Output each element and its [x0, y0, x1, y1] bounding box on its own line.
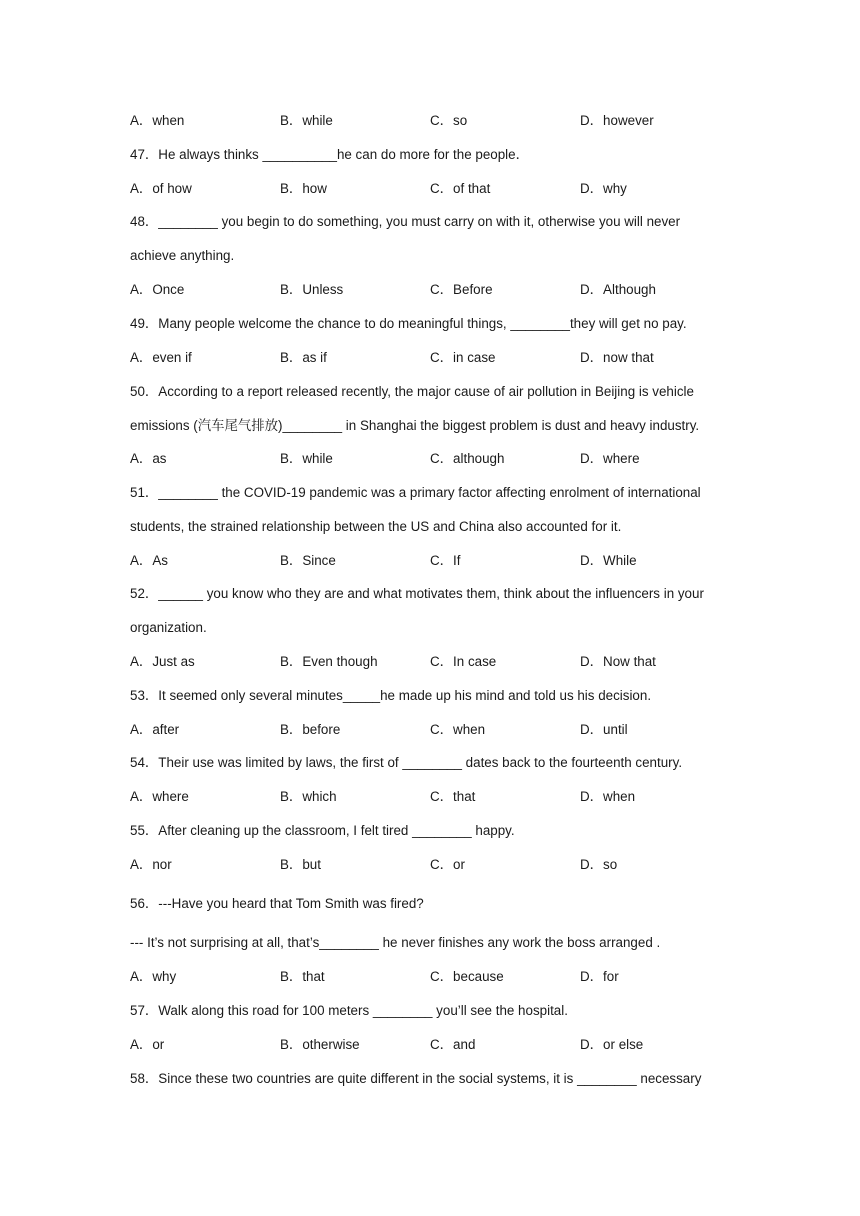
option-a: A．nor: [130, 857, 172, 872]
option-d: D．however: [580, 113, 654, 128]
option-d: D．now that: [580, 350, 654, 365]
option-b: B．that: [280, 969, 325, 984]
option-b: B．but: [280, 857, 321, 872]
question-53: [130, 686, 740, 706]
question-text-continued: achieve anything.: [130, 248, 235, 263]
option-a: A．As: [130, 553, 168, 568]
option-b: B．Since: [280, 553, 336, 568]
question-56: [130, 894, 740, 953]
option-d: D．why: [580, 181, 627, 196]
options-row: [130, 652, 740, 672]
options-row: [130, 280, 740, 300]
options-row: [130, 787, 740, 807]
option-b: B．which: [280, 789, 337, 804]
option-a: A．as: [130, 451, 167, 466]
option-c: C．so: [430, 113, 468, 128]
option-a: A．when: [130, 113, 185, 128]
question-text: 58．Since these two countries are quite different in the social systems, it is ________ necessary: [130, 1071, 702, 1086]
option-d: D．Although: [580, 282, 656, 297]
option-d: D．While: [580, 553, 637, 568]
option-b: B．Unless: [280, 282, 344, 297]
option-d: D．until: [580, 722, 628, 737]
option-c: C．when: [430, 722, 486, 737]
option-b: B．how: [280, 181, 327, 196]
option-c: C．In case: [430, 654, 497, 669]
question-text: 47．He always thinks __________he can do more for the people．: [130, 147, 529, 162]
option-c: C．that: [430, 789, 476, 804]
question-text-continued: students, the strained relationship between the US and China also accounted for it.: [130, 519, 622, 534]
question-text-continued: emissions (汽车尾气排放)________ in Shanghai the biggest problem is dust and heavy industry.: [130, 418, 700, 433]
option-c: C．because: [430, 969, 504, 984]
options-row: [130, 111, 740, 131]
question-text: 54．Their use was limited by laws, the first of ________ dates back to the fourteenth century.: [130, 755, 683, 770]
option-b: B．while: [280, 113, 333, 128]
options-row: [130, 551, 740, 571]
option-c: C．of that: [430, 181, 491, 196]
option-a: A．of how: [130, 181, 192, 196]
option-a: A．after: [130, 722, 180, 737]
question-text: 53．It seemed only several minutes_____he made up his mind and told us his decision.: [130, 688, 652, 703]
question-text: 51．________ the COVID-19 pandemic was a primary factor affecting enrolment of international: [130, 485, 701, 500]
question-52: [130, 584, 740, 638]
option-d: D．or else: [580, 1037, 644, 1052]
question-55: [130, 821, 740, 841]
question-text-continued: --- It’s not surprising at all, that’s________ he never finishes any work the boss arranged .: [130, 935, 661, 950]
option-a: A．where: [130, 789, 189, 804]
question-50: [130, 382, 740, 436]
question-text-continued: organization.: [130, 620, 207, 635]
option-a: A．or: [130, 1037, 165, 1052]
question-text: 50．According to a report released recently, the major cause of air pollution in Beijing is vehicle: [130, 384, 694, 399]
question-47: [130, 145, 740, 165]
question-51: [130, 483, 740, 537]
option-b: B．while: [280, 451, 333, 466]
option-c: C．Before: [430, 282, 493, 297]
option-c: C．If: [430, 553, 461, 568]
option-b: B．as if: [280, 350, 327, 365]
options-row: [130, 449, 740, 469]
option-b: B．otherwise: [280, 1037, 360, 1052]
option-d: D．when: [580, 789, 636, 804]
option-a: A．why: [130, 969, 177, 984]
option-c: C．in case: [430, 350, 496, 365]
option-c: C．and: [430, 1037, 476, 1052]
options-row: [130, 348, 740, 368]
question-58: [130, 1069, 740, 1089]
option-a: A．Just as: [130, 654, 195, 669]
option-d: D．Now that: [580, 654, 656, 669]
question-text: 55．After cleaning up the classroom, I felt tired ________ happy.: [130, 823, 515, 838]
options-row: [130, 179, 740, 199]
option-d: D．for: [580, 969, 619, 984]
option-a: A．even if: [130, 350, 192, 365]
question-49: [130, 314, 740, 334]
options-row: [130, 967, 740, 987]
question-57: [130, 1001, 740, 1021]
question-text: 56．---Have you heard that Tom Smith was fired?: [130, 896, 424, 911]
options-row: [130, 1035, 740, 1055]
options-row: [130, 855, 740, 875]
option-d: D．so: [580, 857, 618, 872]
question-text: 48．________ you begin to do something, you must carry on with it, otherwise you will never: [130, 214, 681, 229]
option-c: C．although: [430, 451, 505, 466]
option-a: A．Once: [130, 282, 185, 297]
question-text: 52．______ you know who they are and what motivates them, think about the influencers in your: [130, 586, 704, 601]
question-48: [130, 212, 740, 266]
option-b: B．Even though: [280, 654, 378, 669]
option-d: D．where: [580, 451, 640, 466]
option-c: C．or: [430, 857, 465, 872]
option-b: B．before: [280, 722, 341, 737]
question-text: 49．Many people welcome the chance to do meaningful things, ________they will get no pay.: [130, 316, 687, 331]
question-text: 57．Walk along this road for 100 meters ________ you’ll see the hospital.: [130, 1003, 568, 1018]
question-54: [130, 753, 740, 773]
options-row: [130, 720, 740, 740]
